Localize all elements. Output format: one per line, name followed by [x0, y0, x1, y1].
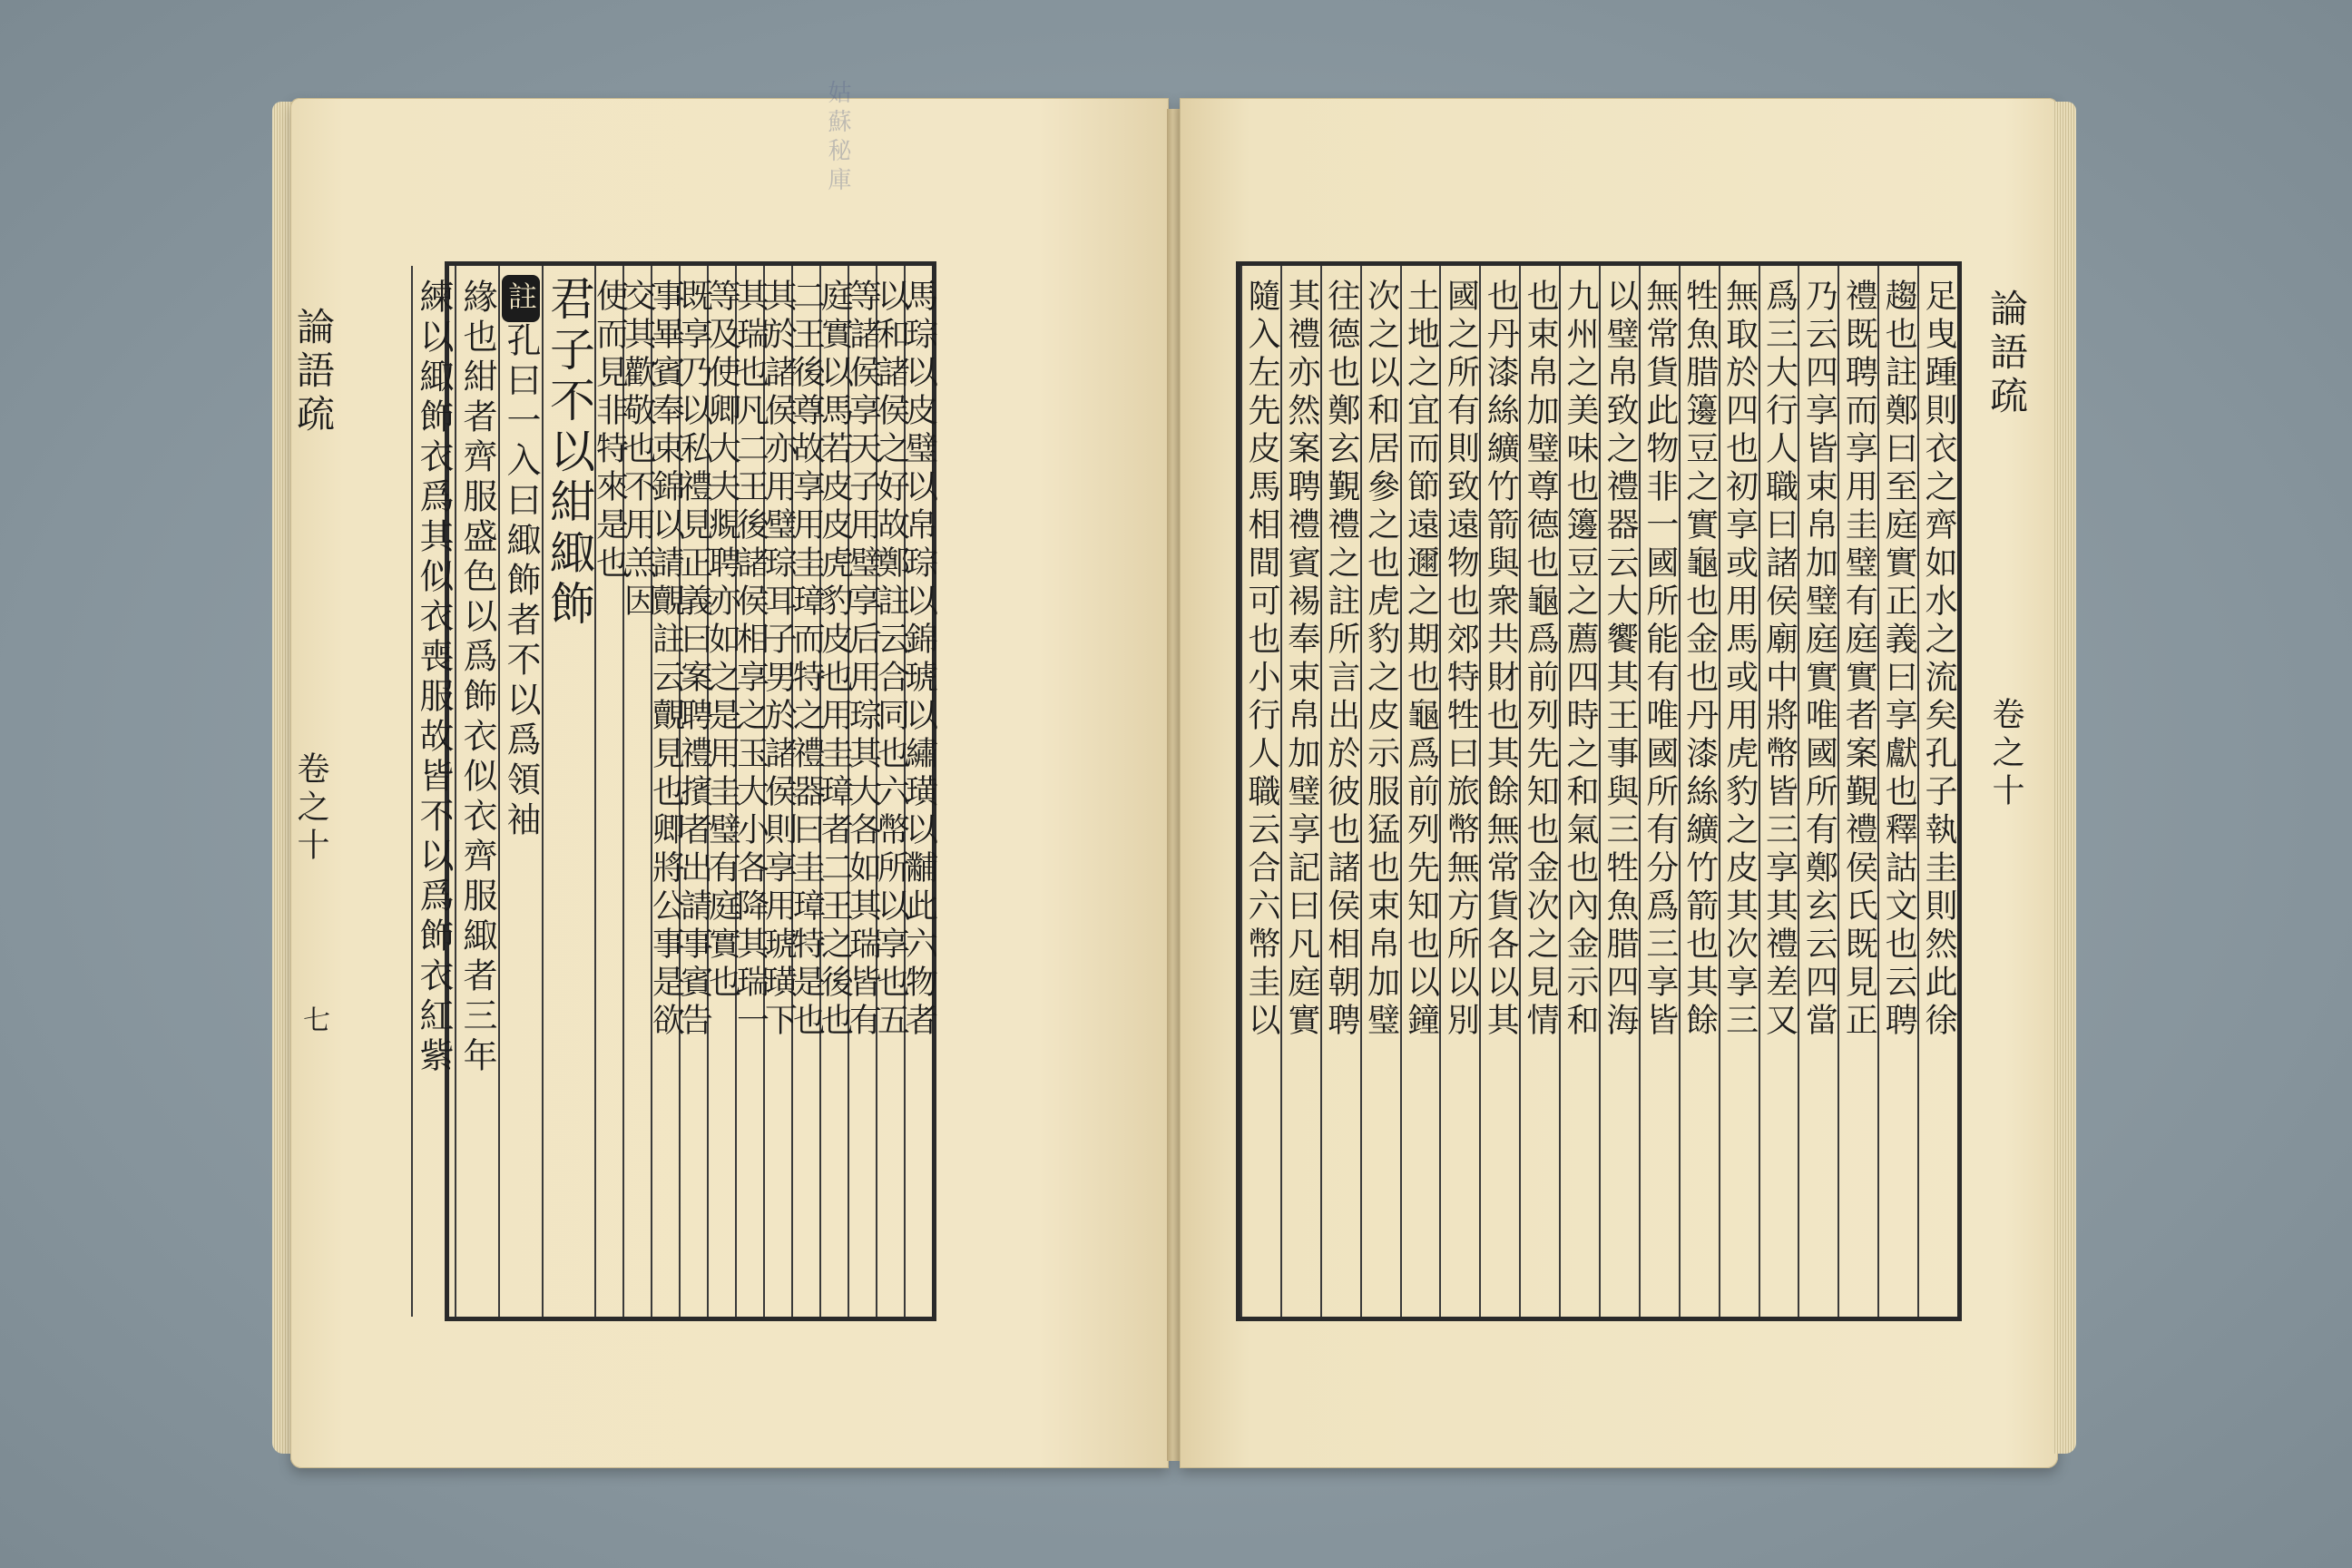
left-commentary-col-4-text: 二王後尊故享用圭璋而特之禮器曰圭璋特是也 — [788, 279, 826, 1041]
right-commentary-col-14 — [1360, 266, 1400, 1317]
right-commentary-col-16-text: 其禮亦然案聘禮賓裼奉束帛加璧享記曰凡庭實 — [1282, 279, 1320, 1041]
left-comment-col-0-text: 緣也紺者齊服盛色以爲飾衣似衣齊服緅者三年 — [457, 279, 497, 1077]
left-text-frame — [414, 261, 938, 1321]
right-commentary-col-12-text: 國之所有則致遠物也郊特牲曰旅幣無方所以別 — [1442, 279, 1480, 1041]
right-margin-volume: 卷之十 — [1987, 697, 2024, 811]
left-heading-note-text: 孔曰一入曰緅飾者不以爲領袖 — [501, 322, 541, 841]
right-margin-book-title: 論語疏 — [1984, 289, 2029, 419]
right-commentary-col-2 — [1838, 266, 1877, 1317]
right-commentary-col-17 — [1240, 266, 1280, 1317]
left-heading-text: 君子不以紺緅飾 — [543, 275, 595, 631]
right-commentary-col-7 — [1639, 266, 1679, 1317]
right-commentary-col-11-text: 也丹漆絲纊竹箭與衆共財也其餘無常貨各以其 — [1482, 279, 1520, 1041]
right-commentary-col-3 — [1798, 266, 1838, 1317]
left-margin-book-title: 論語疏 — [291, 307, 336, 437]
right-commentary-col-5-text: 無取於四也初享或用馬或用虎豹之皮其次享三 — [1720, 279, 1759, 1041]
right-commentary-col-8-text: 以璧帛致之禮器云大饗其王事與三牲魚腊四海 — [1601, 279, 1639, 1041]
annotation-marker: 註 — [502, 275, 540, 322]
left-heading-col — [542, 266, 594, 1317]
left-commentary-col-7-text: 等及使卿大夫覜聘亦如之是用圭璧有庭實也 — [703, 279, 741, 1003]
right-commentary-col-2-text: 禮既聘而享用圭璧有庭實者案覲禮侯氏既見正 — [1840, 279, 1878, 1041]
right-commentary-col-14-text: 次之以和居參之也虎豹之皮示服猛也束帛加璧 — [1362, 279, 1400, 1041]
right-commentary-col-13 — [1400, 266, 1440, 1317]
right-commentary-col-11 — [1479, 266, 1519, 1317]
right-page — [1180, 98, 2058, 1468]
collector-seal: 姑蘇秘庫 — [824, 80, 851, 196]
right-commentary-col-8 — [1599, 266, 1639, 1317]
left-comment-col-1-text: 練以緅飾衣爲其似衣喪服故皆不以爲飾衣紅紫 — [414, 279, 454, 1077]
right-commentary-col-15-text: 往德也鄭玄覲禮之註所言出於彼也諸侯相朝聘 — [1322, 279, 1360, 1041]
right-commentary-col-1 — [1877, 266, 1917, 1317]
left-margin-volume: 卷之十 — [292, 751, 329, 866]
right-commentary-col-5 — [1719, 266, 1759, 1317]
left-commentary-col-2-text: 等諸侯享天子用璧享后用琮其大各如其瑞皆有 — [844, 279, 882, 1041]
right-page-edges — [2053, 102, 2076, 1454]
left-commentary-col-1-text: 以和諸侯之好故鄭註云合同也六幣所以享也五 — [872, 279, 910, 1041]
left-commentary-col-10-text: 交其歡敬也不用羔因 — [619, 279, 657, 622]
right-commentary-col-16 — [1280, 266, 1320, 1317]
right-commentary-col-1-text: 趨也註鄭曰至庭實正義曰享獻也釋詁文也云聘 — [1880, 279, 1918, 1041]
right-commentary-col-6 — [1679, 266, 1719, 1317]
right-commentary-col-10-text: 也束帛加璧尊德也龜爲前列先知也金次之見情 — [1522, 279, 1560, 1041]
left-page — [290, 80, 1169, 1468]
right-commentary-col-10 — [1519, 266, 1559, 1317]
right-commentary-col-6-text: 牲魚腊籩豆之實龜也金也丹漆絲纊竹箭也其餘 — [1681, 279, 1719, 1041]
right-commentary-col-7-text: 無常貨此物非一國所能有唯國所有分爲三享皆 — [1641, 279, 1679, 1041]
left-commentary-col-6-text: 其瑞也凡二王後諸侯相享之玉大小各降其瑞一 — [731, 279, 769, 1041]
left-heading-note-col — [498, 266, 542, 1317]
left-comment-col-0 — [455, 266, 498, 1317]
left-commentary-col-11-text: 使而見非特來是也 — [591, 279, 629, 583]
right-commentary-col-17-text: 隨入左先皮馬相間可也小行人職云合六幣圭以 — [1242, 279, 1280, 1041]
right-commentary-col-15 — [1320, 266, 1360, 1317]
left-commentary-col-11 — [591, 266, 629, 1317]
right-commentary-col-9-text: 九州之美味也籩豆之薦四時之和氣也內金示和 — [1562, 279, 1600, 1041]
left-commentary-col-9-text: 事畢賓奉束錦以請覿註云覿見也卿將公事是欲 — [647, 279, 685, 1041]
left-margin-folio: 七 — [298, 1005, 329, 1038]
right-commentary-col-13-text: 土地之宜而節遠邇之期也龜爲前列先知也以鐘 — [1402, 279, 1440, 1041]
open-book — [272, 80, 2078, 1488]
right-commentary-col-0 — [1917, 266, 1957, 1317]
left-comment-col-1 — [411, 266, 455, 1317]
right-commentary-col-12 — [1439, 266, 1479, 1317]
left-commentary-col-5-text: 其於諸侯亦用璧琮耳子男於諸侯則享用琥璜下 — [760, 279, 798, 1041]
left-commentary-col-8-text: 既享乃以私禮見正義曰案聘禮擯者出請事賓告 — [675, 279, 713, 1041]
right-commentary-col-4-text: 爲三大行人職曰諸侯廟中將幣皆三享其禮差又 — [1760, 279, 1798, 1041]
right-commentary-col-4 — [1759, 266, 1798, 1317]
left-commentary-col-3-text: 庭實以馬若皮皮虎豹皮也用圭璋者二王之後也 — [816, 279, 854, 1041]
right-commentary-col-3-text: 乃云四享皆束帛加璧庭實唯國所有鄭玄云四當 — [1800, 279, 1838, 1041]
right-commentary-col-9 — [1559, 266, 1599, 1317]
right-commentary-col-0-text: 足曳踵則衣之齊如水之流矣孔子執圭則然此徐 — [1920, 279, 1958, 1041]
left-commentary-col-0-text: 馬琮以皮璧以帛琮以錦琥以繡璜以黼此六物者 — [900, 279, 938, 1041]
right-text-frame — [1236, 261, 1962, 1321]
